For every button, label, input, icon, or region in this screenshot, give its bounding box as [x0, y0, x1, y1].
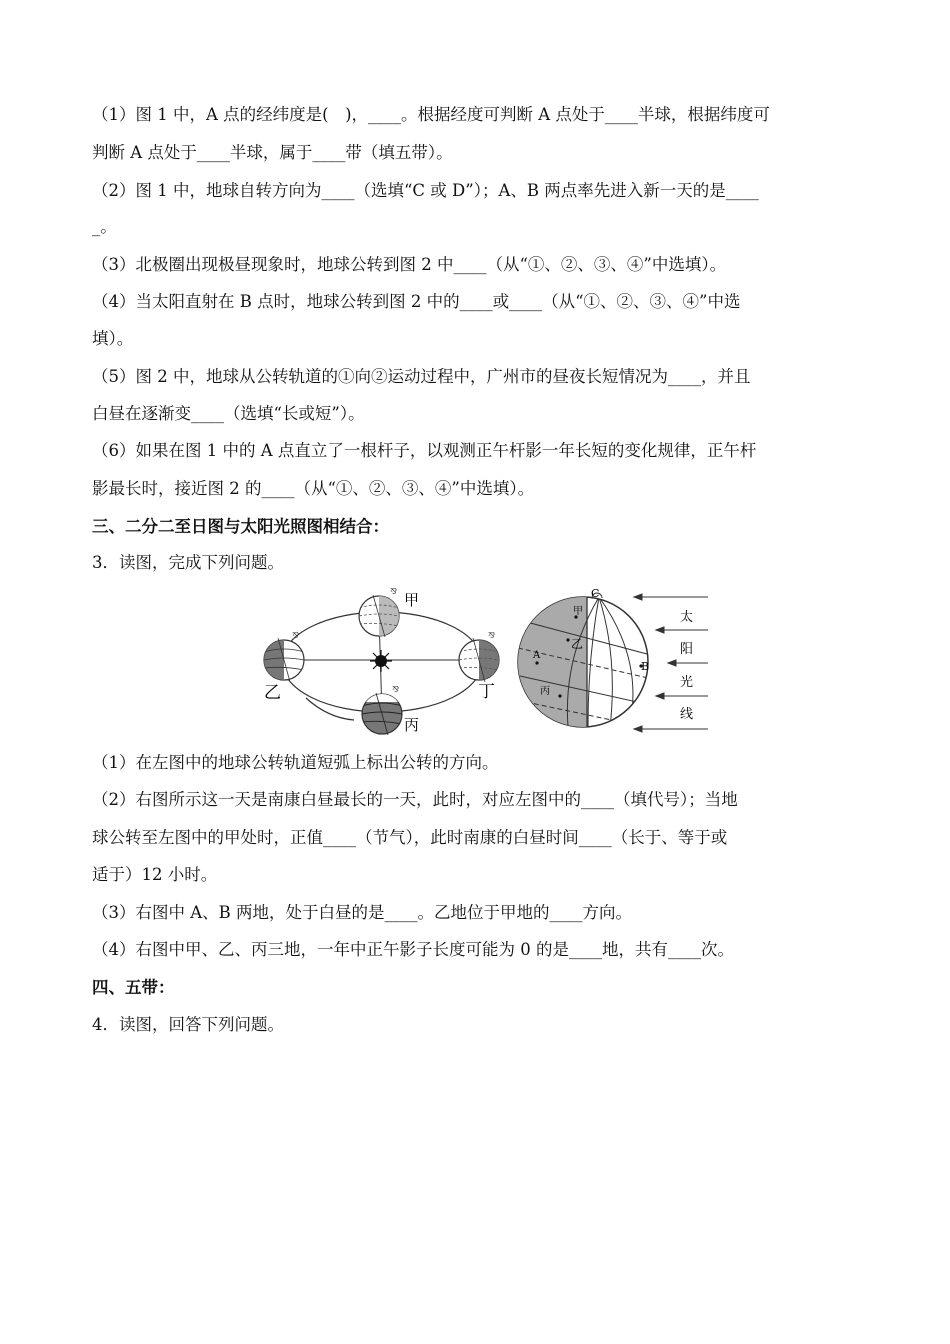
q1-part1-line1: （1）图 1 中，A 点的经纬度是( )，____。根据经度可判断 A 点处于____半球，根据纬度可	[92, 105, 770, 124]
label-a: A	[533, 650, 541, 661]
svg-text:⅋: ⅋	[292, 631, 300, 640]
earth-orbit-and-illumination-figure	[258, 586, 713, 742]
svg-text:⅋: ⅋	[390, 587, 398, 596]
q1-part2-line2: _。	[92, 217, 117, 236]
q3-part3: （3）右图中 A、B 两地，处于白昼的是____。乙地位于甲地的____方向。	[92, 903, 633, 922]
q1-part2-line1: （2）图 1 中，地球自转方向为____（选填“C 或 D”）；A、B 两点率先进入新一天的是____	[92, 181, 759, 200]
label-ding: 丁	[478, 682, 495, 702]
q1-part4-line2: 填）。	[92, 329, 134, 348]
svg-text:⅋: ⅋	[392, 685, 400, 694]
label-sunlight-4: 线	[680, 707, 694, 722]
orbit-diagram	[263, 587, 500, 735]
svg-text:⅋: ⅋	[488, 631, 496, 640]
illumination-globe-diagram	[516, 587, 708, 734]
label-jia: 甲	[404, 591, 420, 609]
q3-part2-line3: 适于）12 小时。	[92, 865, 218, 884]
section-3-heading: 三、二分二至日图与太阳光照图相结合：	[92, 517, 389, 536]
q3-part2-line1: （2）右图所示这一天是南康白昼最长的一天，此时，对应左图中的____（填代号）；当地	[92, 790, 738, 809]
q1-part6-line1: （6）如果在图 1 中的 A 点直立了一根杆子，以观测正午杆影一年长短的变化规律，正午杆	[92, 441, 757, 460]
q1-part6-line2: 影最长时，接近图 2 的____（从“①、②、③、④”中选填）。	[92, 479, 535, 498]
q1-part1-line2: 判断 A 点处于____半球，属于____带（填五带）。	[92, 143, 453, 162]
label-right-jia: 甲	[573, 606, 583, 617]
label-yi: 乙	[264, 683, 281, 703]
q3-part4: （4）右图中甲、乙、丙三地，一年中正午影子长度可能为 0 的是____地，共有____次。	[92, 940, 734, 959]
label-sunlight-1: 太	[680, 610, 694, 625]
sun-icon	[370, 650, 392, 672]
question-4-title: 4．读图，回答下列问题。	[92, 1015, 284, 1034]
figure-svg	[258, 586, 713, 742]
globe-jia-icon	[359, 587, 400, 638]
label-b: B	[641, 660, 650, 673]
section-4-heading: 四、五带：	[92, 978, 175, 997]
q3-part1: （1）在左图中的地球公转轨道短弧上标出公转的方向。	[92, 753, 499, 772]
label-right-yi: 乙	[571, 637, 584, 651]
label-sunlight-3: 光	[680, 675, 694, 690]
q3-part2-line2: 球公转至左图中的甲处时，正值____（节气），此时南康的白昼时间____（长于、等于或	[92, 828, 728, 847]
globe-bing-icon	[362, 685, 402, 735]
q1-part3: （3）北极圈出现极昼现象时，地球公转到图 2 中____（从“①、②、③、④”中选填）。	[92, 255, 727, 274]
q1-part5-line1: （5）图 2 中，地球从公转轨道的①向②运动过程中，广州市的昼夜长短情况为____，并且	[92, 367, 751, 386]
label-right-bing: 丙	[540, 686, 550, 697]
label-bing: 丙	[404, 716, 420, 734]
q1-part5-line2: 白昼在逐渐变____（选填“长或短”）。	[92, 404, 365, 423]
label-c: C	[591, 587, 600, 600]
question-3-title: 3．读图，完成下列问题。	[92, 553, 284, 572]
q1-part4-line1: （4）当太阳直射在 B 点时，地球公转到图 2 中的____或____（从“①、②、③、④”中选	[92, 292, 741, 311]
globe-yi-icon	[263, 631, 304, 682]
label-sunlight-2: 阳	[680, 642, 694, 657]
globe-ding-icon	[459, 631, 500, 682]
